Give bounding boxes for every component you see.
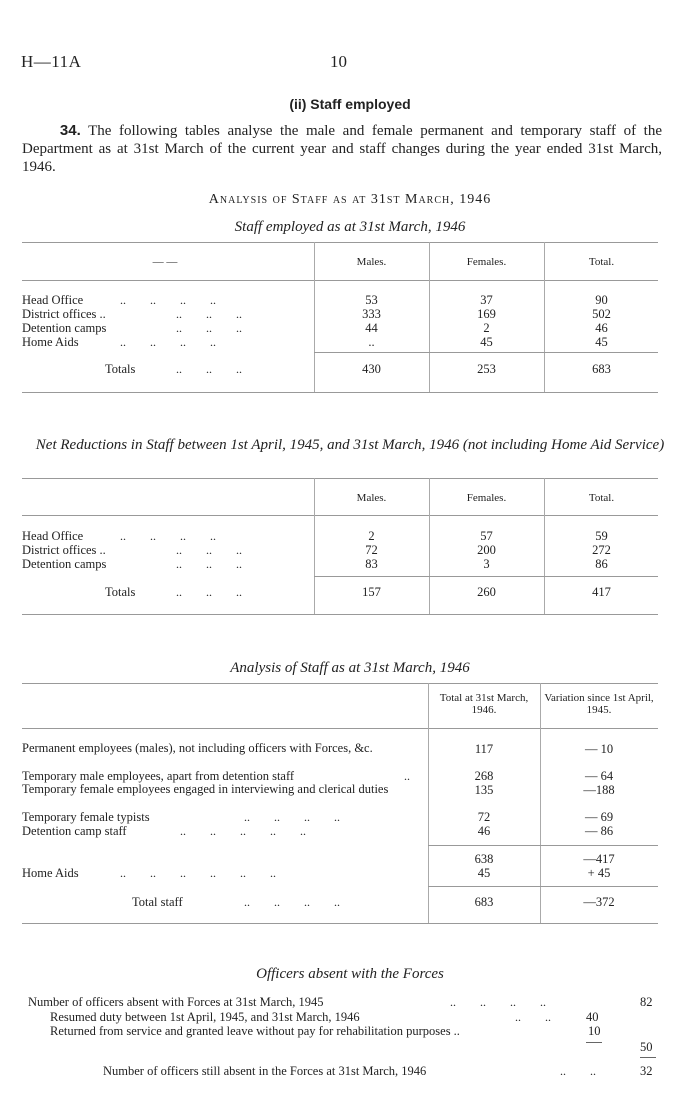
table-cell: 46 [477, 824, 491, 838]
table2-col-females: Females. [466, 492, 507, 504]
page-number: 10 [330, 52, 347, 71]
table-cell: 502 [592, 307, 611, 321]
absent-line-3-label: Returned from service and granted leave without pay for rehabilitation purposes .. [50, 1024, 460, 1038]
table-cell: — 64 [584, 769, 614, 783]
table-cell: 260 [477, 585, 496, 599]
table-row-label: Detention camps [22, 557, 107, 571]
table-cell: 2 [483, 321, 490, 335]
table-row-label: Temporary female employees engaged in interviewing and clerical duties [22, 782, 389, 796]
table-row-label: Permanent employees (males), not including officers with Forces, &c. [22, 741, 373, 755]
table-row-label: Detention camp staff [22, 824, 127, 838]
table-row-label: Temporary male employees, apart from detention staff [22, 769, 295, 783]
table2-col-males: Males. [356, 492, 387, 504]
absent-line-4-value: 32 [640, 1064, 653, 1078]
section-title: (ii) Staff employed [289, 96, 411, 112]
table3-total-rule [428, 886, 658, 887]
table-row-label: District offices .. [22, 307, 106, 321]
table-cell: 157 [362, 585, 381, 599]
absent-sum: 50 [640, 1040, 653, 1054]
table-cell: 253 [477, 362, 496, 376]
table-cell: —417 [583, 852, 615, 866]
table1-col-males: Males. [356, 256, 387, 268]
paragraph-text: The following tables analyse the male and female permanent and temporary staff of the Department as at 31st March of the current year and staff changes during the year ended 31st March, 1946. [22, 123, 663, 175]
absent-sum-rule [586, 1042, 602, 1043]
paragraph-number: 34. [59, 122, 81, 139]
table-cell: 417 [592, 585, 611, 599]
table1-stub: — — [152, 256, 178, 268]
table-cell: 272 [592, 543, 611, 557]
table1-col-females: Females. [466, 256, 507, 268]
absent-line-4-label: Number of officers still absent in the Forces at 31st March, 1946 [103, 1064, 427, 1078]
table-cell: 430 [362, 362, 381, 376]
table3-divider [540, 683, 541, 923]
table-cell: 333 [362, 307, 381, 321]
table-row-label: Home Aids [22, 866, 79, 880]
table2-bottom-rule [22, 614, 658, 615]
table1-top-rule [22, 242, 658, 243]
table-cell: 200 [477, 543, 496, 557]
table-cell: 57 [480, 529, 493, 543]
table-cell: 2 [368, 529, 375, 543]
table-cell: + 45 [587, 866, 611, 880]
table-row-label: Head Office [22, 529, 84, 543]
table-cell: — 10 [584, 742, 614, 756]
table-row-label: Home Aids [22, 335, 79, 349]
table-cell: —188 [583, 783, 615, 797]
absent-line-3-value: 10 [588, 1024, 601, 1038]
table3-col-variation: Variation since 1st April, 1945. [544, 692, 654, 716]
table-cell: 169 [477, 307, 496, 321]
table1-subtotal-rule [314, 352, 658, 353]
table1-header-rule [22, 280, 658, 281]
table2-col-total: Total. [588, 492, 615, 504]
table-row-label: Head Office [22, 293, 84, 307]
analysis-title: Analysis of Staff as at 31st March, 1946 [208, 192, 492, 207]
table-cell: 117 [474, 742, 494, 756]
table3-header-rule [22, 728, 658, 729]
table-cell: 90 [595, 293, 608, 307]
absent-line-1-label: Number of officers absent with Forces at 31st March, 1945 [28, 995, 324, 1009]
table-cell: 44 [365, 321, 378, 335]
table-cell: 86 [595, 557, 608, 571]
table-cell: 683 [592, 362, 611, 376]
table1-title: Staff employed as at 31st March, 1946 [234, 219, 466, 235]
table1-col-total: Total. [588, 256, 615, 268]
table3-subtotal-rule [428, 845, 658, 846]
table-row-label: Temporary female typists [22, 810, 150, 824]
table2-header-rule [22, 515, 658, 516]
document-code: H—11A [21, 52, 82, 71]
table-cell: 53 [365, 293, 378, 307]
table-cell: 135 [474, 783, 494, 797]
table2-title: Net Reductions in Staff between 1st April, 1945, and 31st March, 1946 (not including Home Aid Service) [35, 437, 665, 453]
table-cell: 268 [474, 769, 494, 783]
table2-subtotal-rule [314, 576, 658, 577]
table-cell: 72 [477, 810, 491, 824]
table1-totals-label: Totals [105, 362, 136, 376]
table3-total-label: Total staff [132, 895, 183, 909]
table-cell: 83 [365, 557, 378, 571]
table-cell: 37 [480, 293, 493, 307]
absent-title: Officers absent with the Forces [256, 966, 444, 982]
table-row-label: Detention camps [22, 321, 107, 335]
table3-bottom-rule [22, 923, 658, 924]
absent-line-2-value: 40 [586, 1010, 599, 1024]
absent-line-2-label: Resumed duty between 1st April, 1945, and 31st March, 1946 [50, 1010, 360, 1024]
table-cell: —372 [583, 895, 615, 909]
table3-divider [428, 683, 429, 923]
table-cell: 683 [474, 895, 494, 909]
table-cell: 45 [480, 335, 493, 349]
table3-title: Analysis of Staff as at 31st March, 1946 [230, 660, 470, 676]
intro-paragraph [22, 122, 662, 176]
table1-bottom-rule [22, 392, 658, 393]
table-cell: 45 [595, 335, 608, 349]
table2-top-rule [22, 478, 658, 479]
table-cell: 46 [595, 321, 608, 335]
table-row-label: District offices .. [22, 543, 106, 557]
table3-col-total: Total at 31st March, 1946. [439, 692, 529, 716]
absent-final-rule [640, 1057, 656, 1058]
table-cell: 45 [477, 866, 491, 880]
table-cell: 72 [365, 543, 378, 557]
table-cell: — 86 [584, 824, 614, 838]
table-cell: .. [368, 335, 375, 349]
table-cell: — 69 [584, 810, 614, 824]
table2-totals-label: Totals [105, 585, 136, 599]
table-cell: 638 [474, 852, 494, 866]
table3-top-rule [22, 683, 658, 684]
table-cell: 59 [595, 529, 608, 543]
table-cell: 3 [483, 557, 490, 571]
absent-line-1-value: 82 [640, 995, 653, 1009]
